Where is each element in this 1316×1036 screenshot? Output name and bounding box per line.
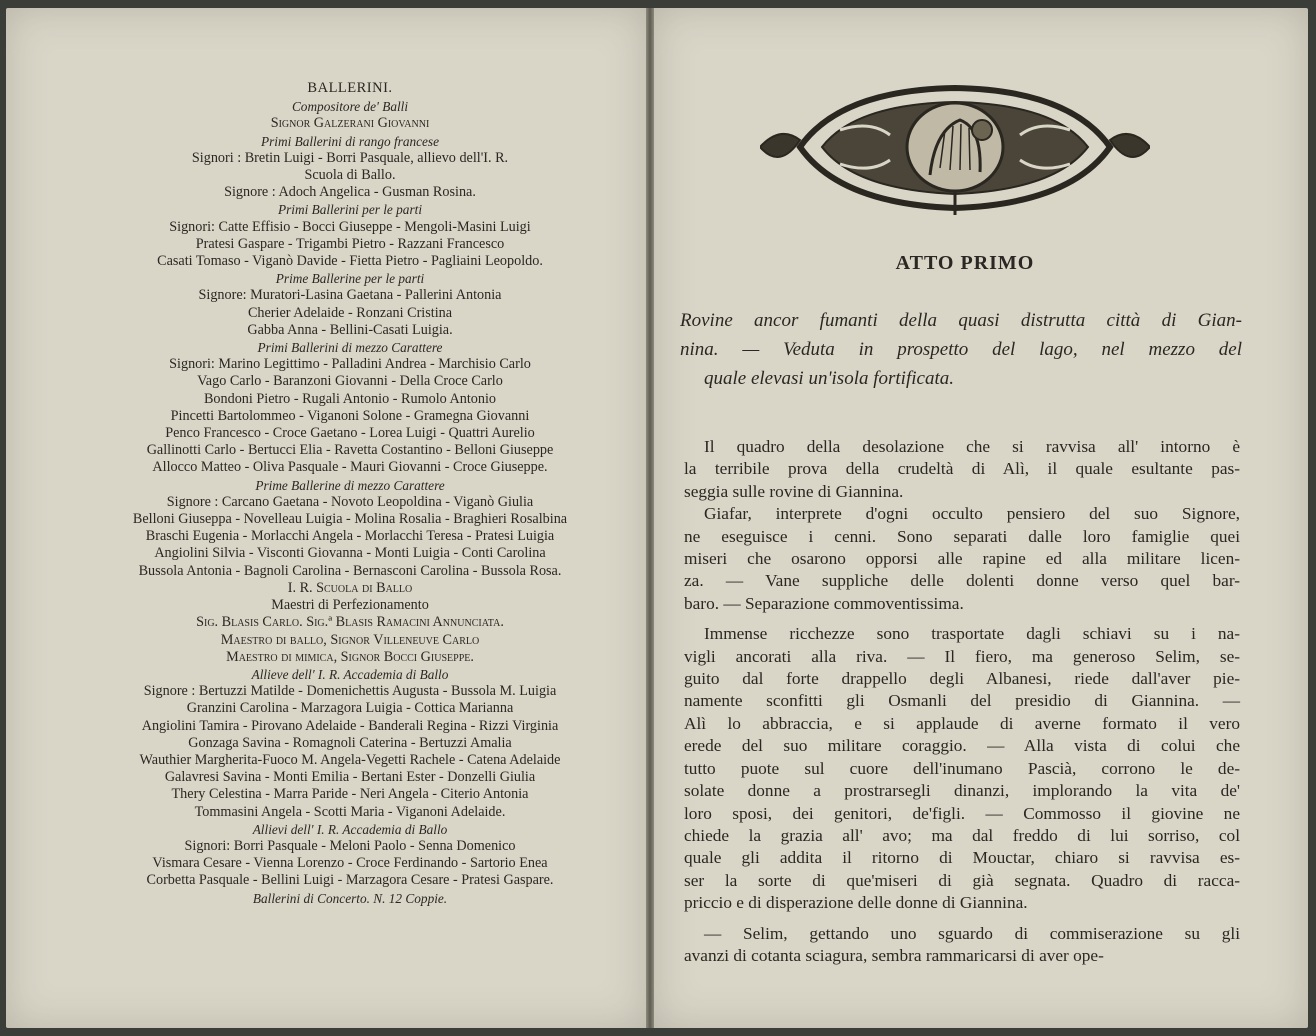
cast-line: Maestro di ballo, Signor Villeneuve Carlo — [220, 631, 480, 648]
cast-line: Pratesi Gaspare - Trigambi Pietro - Razzani Francesco — [195, 235, 505, 252]
text-line: za. — Vane suppliche delle dolenti donne verso quel bar- — [684, 571, 1240, 591]
cast-line: Vismara Cesare - Vienna Lorenzo - Croce Ferdinando - Sartorio Enea — [152, 855, 548, 872]
text-line: namente sconfitti gli Osmanli del presidio di Giannina. — — [684, 691, 1240, 711]
cast-line: Sig. Blasis Carlo. Sig.ª Blasis Ramacini Annunciata. — [196, 614, 504, 631]
text-line: seggia sulle rovine di Giannina. — [684, 481, 904, 501]
cast-line: Signore : Adoch Angelica - Gusman Rosina. — [224, 184, 476, 201]
cast-line: Angiolini Silvia - Visconti Giovanna - Monti Luigia - Conti Carolina — [154, 545, 546, 562]
text-line: chiede la grazia all' avo; ma dal freddo di lui sorriso, col — [684, 825, 1240, 845]
text-line: Alì lo abbraccia, e si applaude di averne formato il vero — [684, 713, 1240, 733]
cast-line: Allieve dell' I. R. Accademia di Ballo — [251, 666, 449, 682]
text-line: vigli ancorati alla riva. — Il fiero, ma generoso Selim, se- — [684, 646, 1240, 666]
cast-line: Wauthier Margherita-Fuoco M. Angela-Vegetti Rachele - Catena Adelaide — [139, 751, 561, 768]
cast-line: Tommasini Angela - Scotti Maria - Viganoni Adelaide. — [194, 803, 506, 820]
text-line: Giafar, interprete d'ogni occulto pensiero del suo Signore, — [704, 504, 1240, 524]
text-line: miseri che osarono opporsi alle rapine ed alla militare licen- — [684, 549, 1240, 569]
cast-line: Signore : Bertuzzi Matilde - Domenichettis Augusta - Bussola M. Luigia — [143, 683, 557, 700]
text-line: quale gli addita il ritorno di Mouctar, chiaro si ravvisa es- — [684, 848, 1240, 868]
cast-line: Signore : Carcano Gaetana - Novoto Leopoldina - Viganò Giulia — [166, 493, 534, 510]
cast-line: Signori: Marino Legittimo - Palladini Andrea - Marchisio Carlo — [169, 356, 531, 373]
book-gutter — [646, 8, 654, 1028]
text-line: baro. — Separazione commoventissima. — [684, 593, 964, 613]
cast-line: Galavresi Savina - Monti Emilia - Bertani Ester - Donzelli Giulia — [164, 769, 536, 786]
cast-line: I. R. Scuola di Ballo — [287, 579, 413, 596]
text-line: ne eseguisce i cenni. Sono separati dalle loro famiglie quei — [684, 526, 1240, 546]
cast-line: Ballerini di Concerto. N. 12 Coppie. — [252, 890, 448, 906]
scene-line: nina. — Veduta in prospetto del lago, nel mezzo del — [680, 339, 1242, 360]
text-line: avanzi di cotanta sciagura, sembra rammaricarsi di aver ope- — [684, 945, 1104, 965]
cherub-lyre-ornament-icon — [760, 80, 1150, 215]
cast-line: Belloni Giuseppa - Novelleau Luigia - Molina Rosalia - Braghieri Rosalbina — [132, 511, 568, 528]
cast-line: Signori: Borri Pasquale - Meloni Paolo - Senna Domenico — [184, 837, 516, 854]
act-title: ATTO PRIMO — [895, 252, 1035, 274]
text-line: erede del suo militare coraggio. — Alla vista di colui che — [684, 736, 1240, 756]
text-line: la terribile prova della crudeltà di Alì, il quale esultante pas- — [684, 459, 1240, 479]
text-line: tutto puote sul cuore dell'inumano Pascià, corrono le de- — [684, 758, 1240, 778]
cast-line: Penco Francesco - Croce Gaetano - Lorea Luigi - Quattri Aurelio — [165, 425, 535, 442]
cast-line: Bondoni Pietro - Rugali Antonio - Rumolo Antonio — [203, 390, 497, 407]
cast-line: Vago Carlo - Baranzoni Giovanni - Della Croce Carlo — [197, 373, 503, 390]
text-line: loro sposi, dei genitori, de'figli. — Commosso il giovine ne — [684, 803, 1240, 823]
cast-line: Gabba Anna - Bellini-Casati Luigia. — [247, 321, 453, 338]
text-line: Immense ricchezze sono trasportate dagli schiavi su i na- — [704, 624, 1240, 644]
cast-line: Thery Celestina - Marra Paride - Neri Angela - Citerio Antonia — [171, 786, 529, 803]
cast-line: Signori : Bretin Luigi - Borri Pasquale, allievo dell'I. R. — [191, 149, 509, 166]
cast-line: Corbetta Pasquale - Bellini Luigi - Marzagora Cesare - Pratesi Gaspare. — [146, 872, 554, 889]
cast-line: Allievi dell' I. R. Accademia di Ballo — [252, 821, 448, 837]
cast-line: Bussola Antonia - Bagnoli Carolina - Bernasconi Carolina - Bussola Rosa. — [138, 562, 562, 579]
cast-line: Compositore de' Balli — [291, 99, 409, 115]
cast-line: Gonzaga Savina - Romagnoli Caterina - Bertuzzi Amalia — [188, 734, 512, 751]
cast-line: Maestro di mimica, Signor Bocci Giuseppe. — [226, 648, 474, 665]
cast-line: Gallinotti Carlo - Bertucci Elia - Ravetta Costantino - Belloni Giuseppe — [146, 442, 554, 459]
cast-line: Braschi Eugenia - Morlacchi Angela - Morlacchi Teresa - Pratesi Luigia — [145, 528, 555, 545]
cast-line: Primi Ballerini di mezzo Carattere — [257, 340, 443, 356]
narrative-text — [684, 436, 1240, 975]
paragraph — [684, 923, 1240, 968]
cast-line: Angiolini Tamira - Pirovano Adelaide - Banderali Regina - Rizzi Virginia — [141, 717, 559, 734]
text-line: — Selim, gettando uno sguardo di commiserazione su gli — [704, 923, 1240, 943]
cast-line: BALLERINI. — [307, 80, 393, 96]
cast-line: Cherier Adelaide - Ronzani Cristina — [247, 304, 453, 321]
scene-description — [680, 306, 1242, 393]
cast-line: Primi Ballerini per le parti — [277, 202, 423, 218]
text-line: Il quadro della desolazione che si ravvisa all' intorno è — [704, 437, 1240, 456]
cast-line: Primi Ballerini di rango francese — [260, 133, 439, 149]
text-line: guito dal forte drappello degli Albanesi, riede dall'aver pie- — [684, 669, 1240, 689]
text-line: solate donne a prostrarsegli dinanzi, implorando la vita de' — [684, 781, 1240, 801]
scene-line: quale elevasi un'isola fortificata. — [704, 368, 954, 389]
paragraph — [684, 623, 1240, 914]
cast-line: Scuola di Ballo. — [304, 167, 396, 184]
cast-line: Prime Ballerine per le parti — [275, 271, 425, 287]
cast-list — [80, 80, 620, 907]
paragraph — [684, 436, 1240, 615]
scene-line: Rovine ancor fumanti della quasi distrutta città di Gian- — [680, 310, 1242, 331]
cast-line: Signori: Catte Effisio - Bocci Giuseppe - Mengoli-Masini Luigi — [169, 218, 531, 235]
cast-line: Maestri di Perfezionamento — [271, 597, 429, 614]
text-line: ser la sorte di que'miseri di già segnata. Quadro di racca- — [684, 870, 1240, 890]
cast-line: Signore: Muratori-Lasina Gaetana - Pallerini Antonia — [198, 287, 502, 304]
cast-line: Casati Tomaso - Viganò Davide - Fietta Pietro - Pagliaini Leopoldo. — [157, 253, 543, 270]
text-line: priccio e di disperazione delle donne di Giannina. — [684, 893, 1028, 913]
cast-line: Pincetti Bartolommeo - Viganoni Solone - Gramegna Giovanni — [170, 407, 530, 424]
cast-line: Granzini Carolina - Marzagora Luigia - Cottica Marianna — [186, 700, 514, 717]
cast-line: Signor Galzerani Giovanni — [270, 115, 430, 132]
cast-line: Prime Ballerine di mezzo Carattere — [255, 477, 445, 493]
cast-line: Allocco Matteo - Oliva Pasquale - Mauri Giovanni - Croce Giuseppe. — [152, 459, 548, 476]
